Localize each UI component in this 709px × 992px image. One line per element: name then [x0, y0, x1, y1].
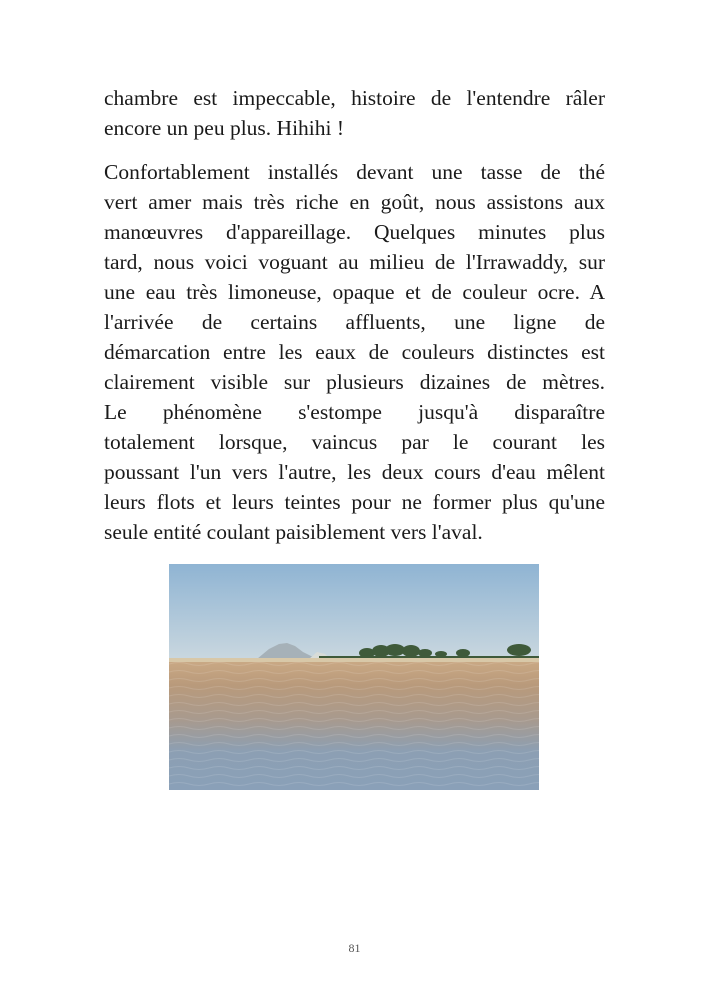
text-line: vert amer mais très riche en goût, nous assistons aux — [104, 190, 605, 214]
text-line: l'arrivée de certains affluents, une ligne de — [104, 310, 605, 334]
text-line: clairement visible sur plusieurs dizaines de mètres. — [104, 370, 605, 394]
text-line: encore un peu plus. Hihihi ! — [104, 116, 345, 140]
text-line: seule entité coulant paisiblement vers l'aval. — [104, 520, 483, 544]
river-landscape-image — [169, 564, 539, 790]
text-line: une eau très limoneuse, opaque et de couleur ocre. A — [104, 280, 605, 304]
paragraph-2 — [104, 157, 605, 547]
water-ripples — [169, 662, 539, 790]
sandbank — [169, 658, 539, 662]
text-line: poussant l'un vers l'autre, les deux cours d'eau mêlent — [104, 460, 605, 484]
text-line: chambre est impeccable, histoire de l'entendre râler — [104, 86, 605, 110]
text-line: tard, nous voici voguant au milieu de l'Irrawaddy, sur — [104, 250, 605, 274]
text-line: Le phénomène s'estompe jusqu'à disparaître — [104, 400, 605, 424]
text-line: manœuvres d'appareillage. Quelques minutes plus — [104, 220, 605, 244]
text-line: leurs flots et leurs teintes pour ne former plus qu'une — [104, 490, 605, 514]
page-number: 81 — [348, 941, 361, 955]
text-line: démarcation entre les eaux de couleurs distinctes est — [104, 340, 605, 364]
text-line: totalement lorsque, vaincus par le courant les — [104, 430, 605, 454]
sky — [169, 564, 539, 659]
river-photo — [169, 564, 539, 790]
paragraph-1 — [104, 83, 605, 143]
text-line: Confortablement installés devant une tasse de thé — [104, 160, 605, 184]
